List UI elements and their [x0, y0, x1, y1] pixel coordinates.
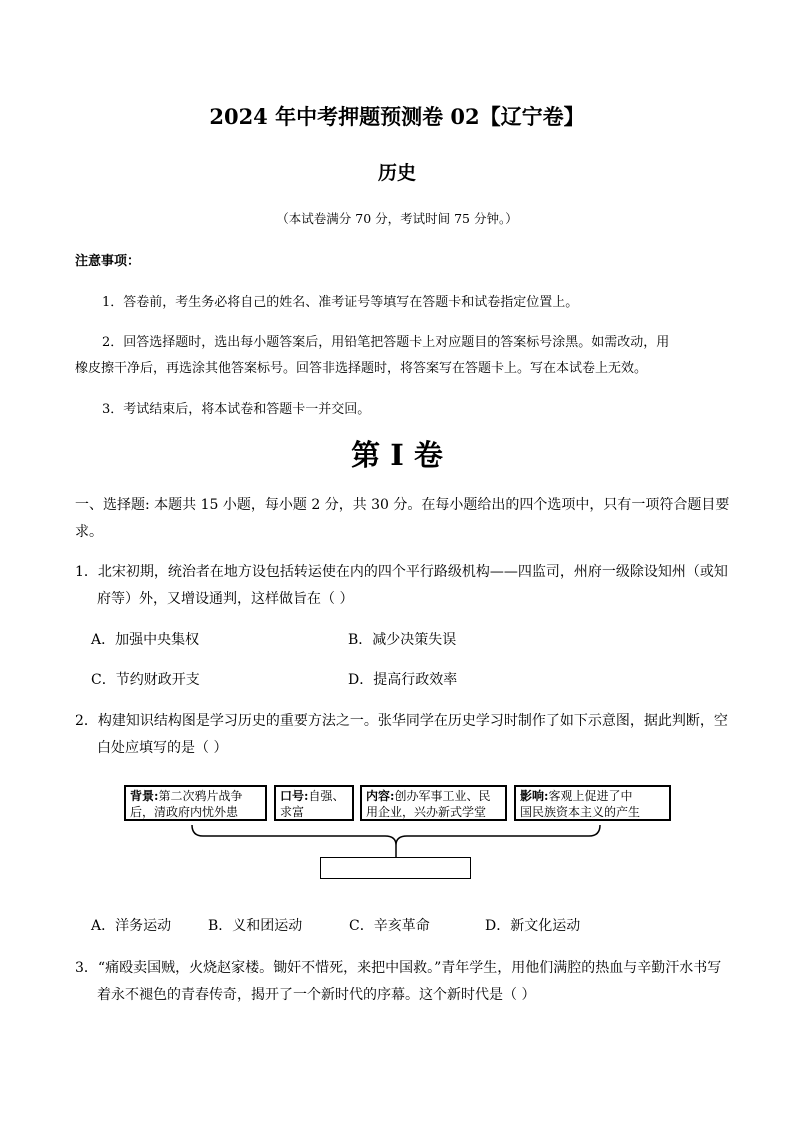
notes-item-1: 1．答卷前，考生务必将自己的姓名、准考证号等填写在答题卡和试卷指定位置上。	[102, 295, 579, 310]
notes-heading: 注意事项：	[75, 254, 141, 269]
knowledge-structure-diagram	[119, 778, 674, 884]
section-intro-line-2: 求。	[75, 524, 103, 540]
diagram-box-background-text-1: 第二次鸦片战争	[158, 789, 243, 803]
diagram-box-slogan-text-2: 求富	[280, 805, 305, 819]
question-3-stem-line-2: 着永不褪色的青春传奇，揭开了一个新时代的序幕。这个新时代是（ ）	[97, 987, 536, 1003]
question-3-stem-line-1: 3．“痛殴卖国贼，火烧赵家楼。锄奸不惜死，来把中国救。”青年学生，用他们满腔的热血与辛勤汗水书写	[75, 960, 722, 976]
section-intro-line-1: 一、选择题: 本题共 15 小题，每小题 2 分，共 30 分。在每小题给出的四个选项中，只有一项符合题目要	[75, 497, 730, 513]
diagram-blank-answer-box	[320, 857, 471, 879]
question-1-option-d: D．提高行政效率	[348, 672, 458, 688]
diagram-box-influence-key: 影响:	[520, 789, 549, 803]
exam-info: （本试卷满分 70 分，考试时间 75 分钟。）	[276, 211, 518, 226]
diagram-box-influence-text-2: 国民族资本主义的产生	[520, 805, 641, 819]
question-2-option-c: C．辛亥革命	[349, 918, 430, 934]
subject-title: 历史	[377, 162, 416, 184]
notes-item-3: 3．考试结束后，将本试卷和答题卡一并交回。	[102, 402, 371, 417]
question-2-stem-line-2: 白处应填写的是（ ）	[97, 740, 228, 756]
question-1-option-b: B．减少决策失误	[348, 632, 457, 648]
question-1-option-c: C．节约财政开支	[91, 672, 200, 688]
question-1-stem-line-1: 1．北宋初期，统治者在地方设包括转运使在内的四个平行路级机构——四监司，州府一级除设知州（或知	[75, 564, 728, 580]
diagram-box-content-text-2: 用企业，兴办新式学堂	[366, 805, 487, 819]
notes-item-2-line-2: 橡皮擦干净后，再选涂其他答案标号。回答非选择题时，将答案写在答题卡上。写在本试卷上无效。	[75, 361, 648, 376]
question-2-stem-line-1: 2．构建知识结构图是学习历史的重要方法之一。张华同学在历史学习时制作了如下示意图，据此判断，空	[75, 713, 728, 729]
section-heading: 第 I 卷	[351, 438, 443, 472]
diagram-box-content-key: 内容:	[366, 789, 395, 803]
question-2-option-b: B．义和团运动	[208, 918, 303, 934]
question-1-option-a: A．加强中央集权	[91, 632, 200, 648]
diagram-box-content-text-1: 创办军事工业、民	[394, 789, 491, 803]
diagram-box-slogan-key: 口号:	[280, 789, 309, 803]
page-title: 2024 年中考押题预测卷 02【辽宁卷】	[209, 104, 585, 129]
diagram-box-background-key: 背景:	[130, 789, 159, 803]
question-1-stem-line-2: 府等）外，又增设通判，这样做旨在（ ）	[97, 591, 354, 607]
diagram-box-background-text-2: 后，清政府内忧外患	[130, 805, 239, 819]
notes-item-2-line-1: 2．回答选择题时，选出每小题答案后，用铅笔把答题卡上对应题目的答案标号涂黑。如需改动，用	[102, 335, 670, 350]
question-2-option-a: A．洋务运动	[91, 918, 172, 934]
diagram-box-influence-text-1: 客观上促进了中	[548, 789, 633, 803]
diagram-box-slogan-text-1: 自强、	[308, 789, 345, 803]
question-2-option-d: D．新文化运动	[485, 918, 581, 934]
